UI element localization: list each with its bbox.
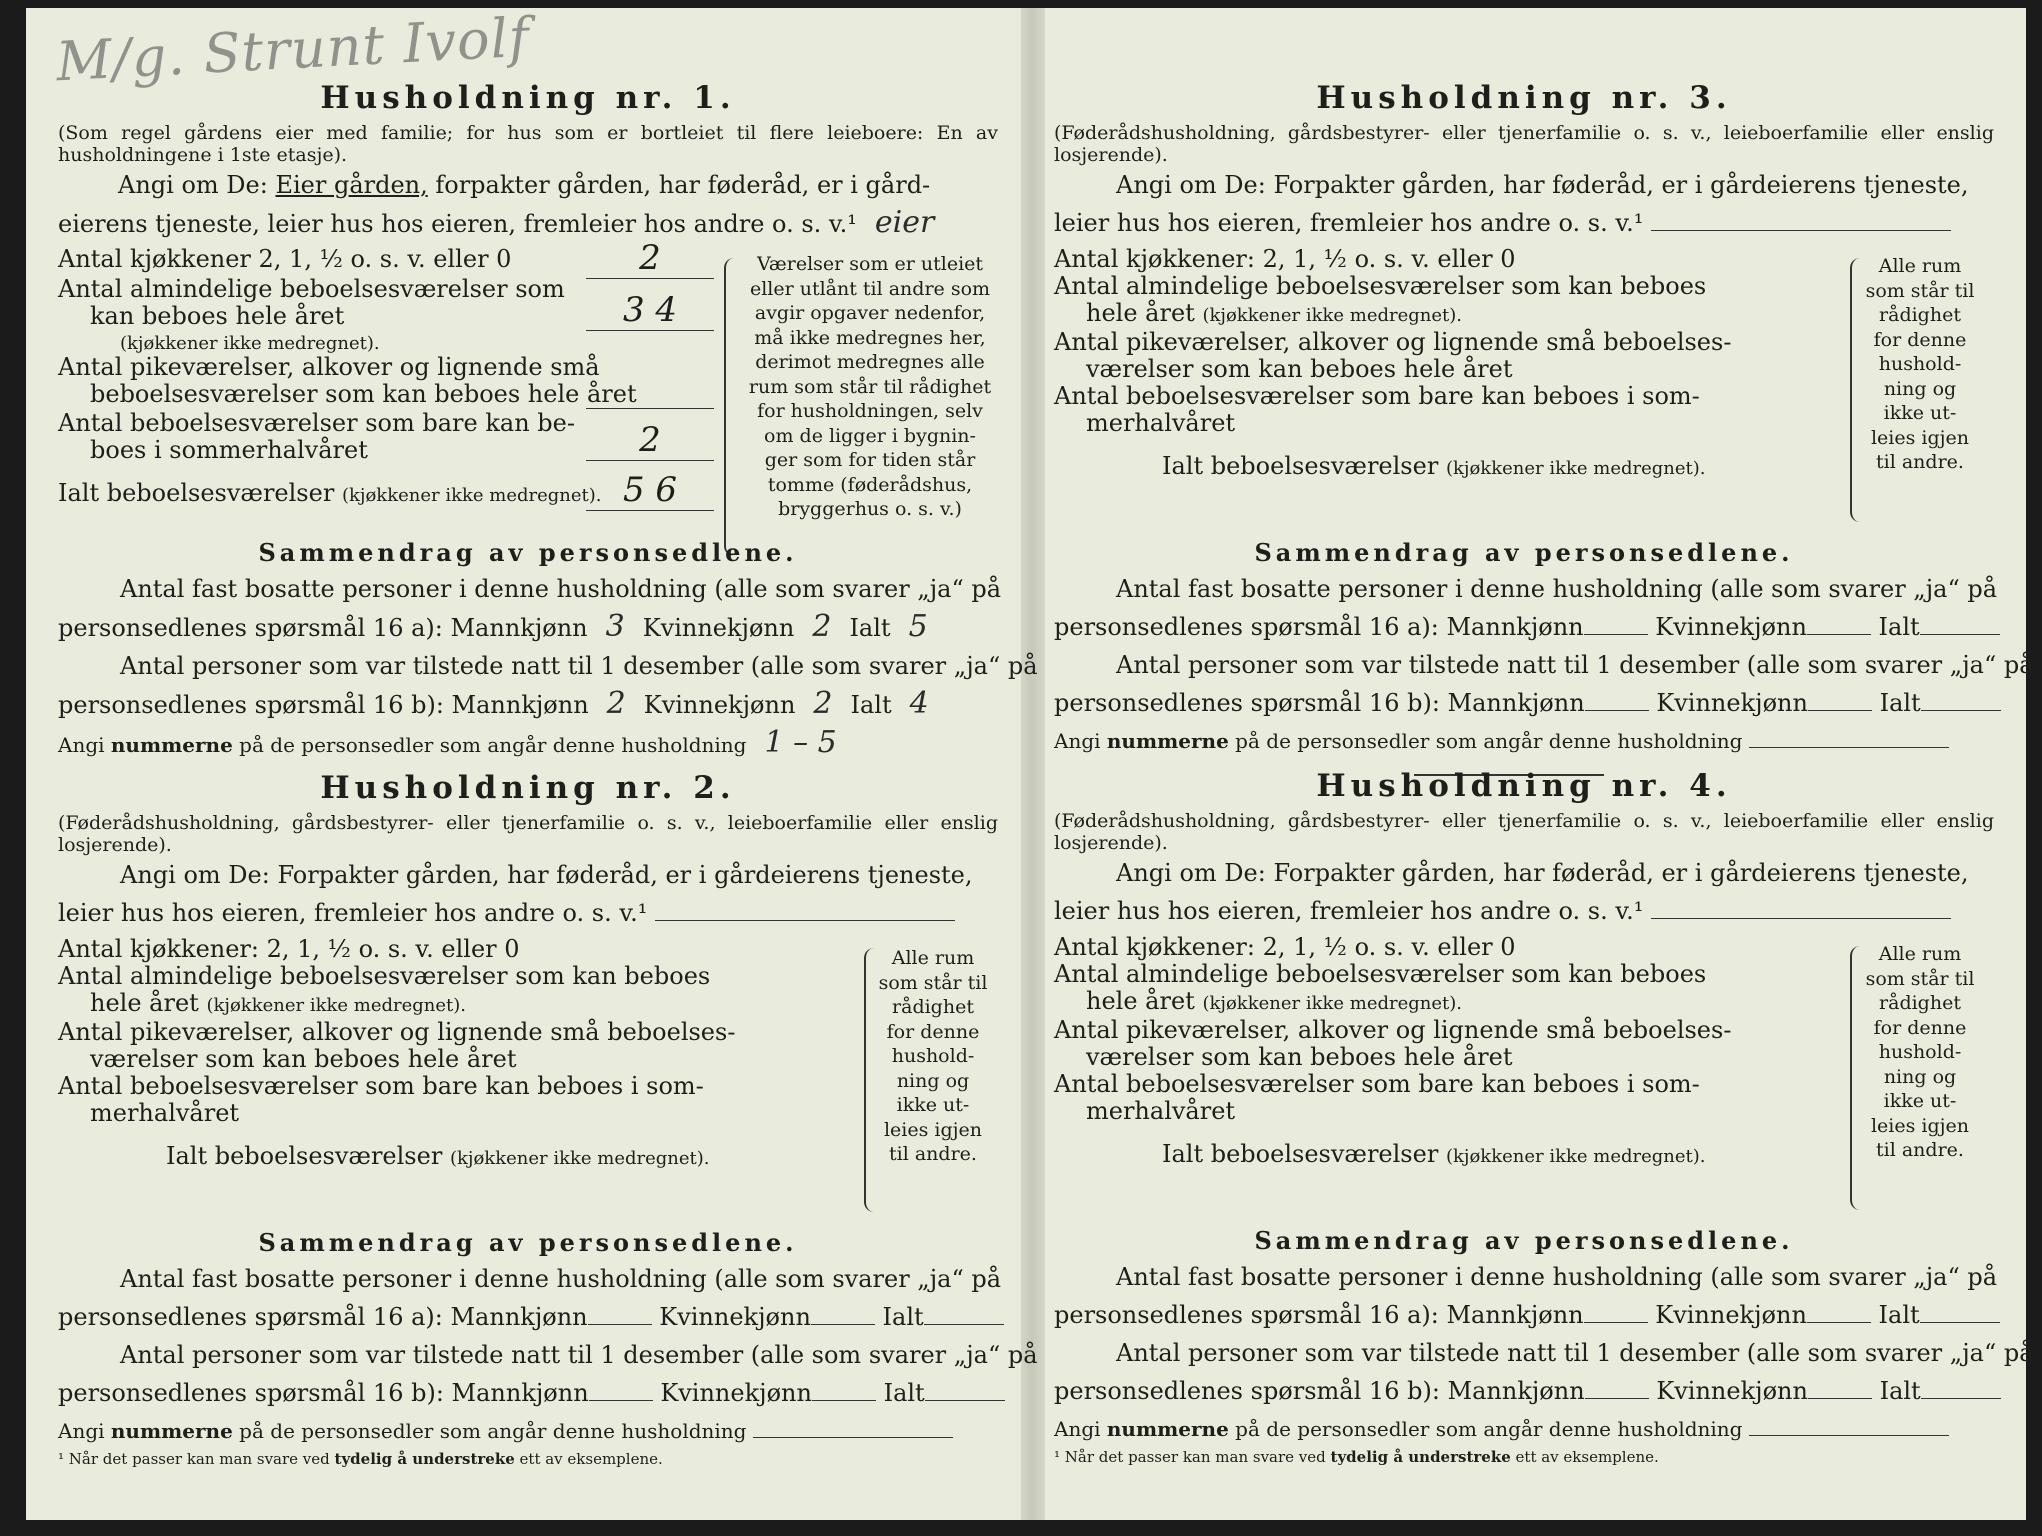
hh4-kitchens-label: Antal kjøkkener: 2, 1, ½ o. s. v. eller 0 [1054, 933, 1516, 961]
hh2-summer-rooms-label: Antal beboelsesværelser som bare kan beboes i som- [58, 1072, 704, 1100]
hh3-summary-title: Sammendrag av personsedlene. [1254, 538, 1794, 567]
hh2-note: (Føderådshusholdning, gårdsbestyrer- eller tjenerfamilie o. s. v., leieboerfamilie eller enslig losjerende). [58, 812, 998, 856]
hh1-rooms-label: Antal almindelige beboelsesværelser som [58, 275, 565, 303]
hh3-question-2: leier hus hos eieren, fremleier hos andre o. s. v.¹ [1054, 204, 1994, 242]
hh2-question-2: leier hus hos eieren, fremleier hos andre o. s. v.¹ [58, 894, 998, 932]
hh2-summary-title: Sammendrag av personsedlene. [258, 1228, 798, 1257]
hh4-rooms: Antal kjøkkener: 2, 1, ½ o. s. v. eller 0 Antal almindelige beboelsesværelser som kan beboes hele året (kjøkkener ikke medregnet). Antal pikeværelser, alkover og lignende små beboelses- værelser som kan beboes hele året Antal beboelsesværelser som bare kan beboes i som- merhalvåret Ialt beboelsesværelser (kjøkkener ikke medregnet). [1054, 933, 1732, 1168]
hh4-numbers: Angi nummerne på de personsedler som angår denne husholdning [1054, 1410, 1994, 1448]
hh3-present-counts: personsedlenes spørsmål 16 b): Mannkjønn Kvinnekjønn Ialt [1054, 684, 1994, 722]
hh4-title: Husholdning nr. 4. [1316, 768, 1732, 804]
hh1-rooms: Antal kjøkkener 2, 1, ½ o. s. v. eller 0 2 Antal almindelige beboelsesværelser som kan beboes hele året (kjøkkener ikke medregnet). 3 4 Antal pikeværelser, alkover og lignende små beboelsesværelser som kan beboes hele året Antal beboelsesværelser som bare kan be- boes i sommerhalvåret 2 Ialt beboelsesværelser (kjøkkener ikke medregnet). 5 6 [58, 246, 714, 514]
hh4-summary: Sammendrag av personsedlene. Antal fast bosatte personer i denne husholdning (alle som svarer „ja“ på personsedlenes spørsmål 16 a): Mannkjønn Kvinnekjønn Ialt Antal personer som var tilstede natt til 1 desember (alle som svarer „ja“ på personsedlenes spørsmål 16 b): Mannkjønn Kvinnekjønn Ialt Angi nummerne på de personsedler som angår denne husholdning ¹ Når det passer kan man svare ved tydelig å understreke ett av eksemplene. [1054, 1226, 2034, 1466]
hh1-question-1: Angi om De: Eier gården, forpakter gården, har føderåd, er i gård- [118, 171, 931, 199]
hh1-kitchens-label: Antal kjøkkener 2, 1, ½ o. s. v. eller 0 [58, 245, 512, 273]
hh1-present-female: 2 [813, 686, 833, 721]
hh1-resident-male: 3 [605, 609, 625, 644]
hh1-present-total: 4 [909, 686, 929, 721]
hh4-side-note: Alle rum som står til rådighet for denne hushold- ning og ikke ut- leies igjen til andre. [1865, 943, 1975, 1161]
hh4-total-label: Ialt beboelsesværelser (kjøkkener ikke medregnet). [1162, 1140, 1706, 1168]
hh1-summary: Sammendrag av personsedlene. Antal fast bosatte personer i denne husholdning (alle som svarer „ja“ på personsedlenes spørsmål 16 a): Mannkjønn 3 Kvinnekjønn 2 Ialt 5 Antal personer som var tilstede natt til 1 desember (alle som svarer „ja“ på personsedlenes spørsmål 16 b): Mannkjønn 2 Kvinnekjønn 2 Ialt 4 Angi nummerne på de personsedler som angår denne husholdning 1 – 5 [58, 536, 998, 764]
hh1-small-rooms-value [586, 378, 714, 409]
footnote-left: ¹ Når det passer kan man svare ved tydelig å understreke ett av eksemplene. [58, 1450, 663, 1468]
hh1-answer-eier: eier [874, 205, 935, 240]
hh4-summary-title: Sammendrag av personsedlene. [1254, 1226, 1794, 1255]
hh1-numbers: Angi nummerne på de personsedler som angår denne husholdning 1 – 5 [58, 724, 998, 764]
hh1-resident-female: 2 [812, 609, 832, 644]
hh4-question-2: leier hus hos eieren, fremleier hos andre o. s. v.¹ [1054, 892, 1994, 930]
hh1-question-2: eierens tjeneste, leier hus hos eieren, fremleier hos andre o. s. v.¹ eier [58, 204, 998, 243]
hh1-small-rooms-label: Antal pikeværelser, alkover og lignende små [58, 353, 600, 381]
hh4-section: Husholdning nr. 4. (Føderådshusholdning, gårdsbestyrer- eller tjenerfamilie o. s. v., leieboerfamilie eller enslig losjerende). Angi om De: Forpakter gården, har føderåd, er i gårdeierens tjeneste, leier hus hos eieren, fremleier hos andre o. s. v.¹ [1054, 766, 1994, 930]
hh4-resident-counts: personsedlenes spørsmål 16 a): Mannkjønn Kvinnekjønn Ialt [1054, 1296, 1994, 1334]
hh4-summer-rooms-label: Antal beboelsesværelser som bare kan beboes i som- [1054, 1070, 1700, 1098]
hh1-note: (Som regel gårdens eier med familie; for hus som er bortleiet til flere leieboere: En av husholdningene i 1ste etasje). [58, 122, 998, 166]
hh2-kitchens-label: Antal kjøkkener: 2, 1, ½ o. s. v. eller 0 [58, 935, 520, 963]
hh1-title: Husholdning nr. 1. [320, 80, 736, 116]
hh3-side-note: Alle rum som står til rådighet for denne hushold- ning og ikke ut- leies igjen til andre. [1865, 255, 1975, 473]
hh1-summer-rooms-value: 2 [586, 420, 714, 461]
page-fold [1021, 8, 1045, 1520]
right-page [1054, 40, 2034, 1480]
hh3-total-label: Ialt beboelsesværelser (kjøkkener ikke medregnet). [1162, 452, 1706, 480]
hh2-title: Husholdning nr. 2. [320, 770, 736, 806]
hh1-present-counts: personsedlenes spørsmål 16 b): Mannkjønn 2 Kvinnekjønn 2 Ialt 4 [58, 685, 998, 724]
hh1-side-note: Værelser som er utleiet eller utlånt til andre som avgir opgaver nedenfor, må ikke medregnes her, derimot medregnes alle rum som står til rådighet for husholdningen, selv om de ligger i bygnin- ger som for tiden står tomme (føderådshus, bryggerhus o. s. v.) [748, 253, 992, 520]
hh2-rooms-label: Antal almindelige beboelsesværelser som kan beboes [58, 962, 711, 990]
hh1-summer-rooms-label: Antal beboelsesværelser som bare kan be- [58, 409, 575, 437]
hh3-section: Husholdning nr. 3. (Føderådshusholdning, gårdsbestyrer- eller tjenerfamilie o. s. v., leieboerfamilie eller enslig losjerende). Angi om De: Forpakter gården, har føderåd, er i gårdeierens tjeneste, leier hus hos eieren, fremleier hos andre o. s. v.¹ [1054, 78, 1994, 242]
hh1-total-label: Ialt beboelsesværelser (kjøkkener ikke medregnet). [58, 479, 602, 507]
hh1-kitchens-value: 2 [586, 238, 714, 279]
hh3-summary: Sammendrag av personsedlene. Antal fast bosatte personer i denne husholdning (alle som svarer „ja“ på personsedlenes spørsmål 16 a): Mannkjønn Kvinnekjønn Ialt Antal personer som var tilstede natt til 1 desember (alle som svarer „ja“ på personsedlenes spørsmål 16 b): Mannkjønn Kvinnekjønn Ialt Angi nummerne på de personsedler som angår denne husholdning [1054, 536, 1994, 760]
hh3-rooms: Antal kjøkkener: 2, 1, ½ o. s. v. eller 0 Antal almindelige beboelsesværelser som kan beboes hele året (kjøkkener ikke medregnet). Antal pikeværelser, alkover og lignende små beboelses- værelser som kan beboes hele året Antal beboelsesværelser som bare kan beboes i som- merhalvåret Ialt beboelsesværelser (kjøkkener ikke medregnet). [1054, 245, 1732, 480]
left-page [54, 5, 1038, 1480]
hh2-present-counts: personsedlenes spørsmål 16 b): Mannkjønn Kvinnekjønn Ialt [58, 1374, 998, 1412]
hh1-resident-counts: personsedlenes spørsmål 16 a): Mannkjønn 3 Kvinnekjønn 2 Ialt 5 [58, 608, 998, 647]
handwritten-stamp: M/g. Strunt Ivolf [54, 5, 532, 94]
hh4-present-counts: personsedlenes spørsmål 16 b): Mannkjønn Kvinnekjønn Ialt [1054, 1372, 1994, 1410]
hh3-title: Husholdning nr. 3. [1316, 80, 1732, 116]
hh2-section: Husholdning nr. 2. (Føderådshusholdning, gårdsbestyrer- eller tjenerfamilie o. s. v., leieboerfamilie eller enslig losjerende). Angi om De: Forpakter gården, har føderåd, er i gårdeierens tjeneste, leier hus hos eieren, fremleier hos andre o. s. v.¹ [58, 768, 998, 932]
hh2-numbers: Angi nummerne på de personsedler som angår denne husholdning [58, 1412, 998, 1450]
hh1-rooms-value: 3 4 [586, 290, 714, 331]
hh4-note: (Føderådshusholdning, gårdsbestyrer- eller tjenerfamilie o. s. v., leieboerfamilie eller enslig losjerende). [1054, 810, 1994, 854]
hh4-small-rooms-label: Antal pikeværelser, alkover og lignende små beboelses- [1054, 1016, 1732, 1044]
hh3-kitchens-label: Antal kjøkkener: 2, 1, ½ o. s. v. eller 0 [1054, 245, 1516, 273]
hh1-resident-total: 5 [908, 609, 928, 644]
hh2-rooms: Antal kjøkkener: 2, 1, ½ o. s. v. eller 0 Antal almindelige beboelsesværelser som kan beboes hele året (kjøkkener ikke medregnet). Antal pikeværelser, alkover og lignende små beboelses- værelser som kan beboes hele året Antal beboelsesværelser som bare kan beboes i som- merhalvåret Ialt beboelsesværelser (kjøkkener ikke medregnet). [58, 935, 736, 1170]
hh2-summary: Sammendrag av personsedlene. Antal fast bosatte personer i denne husholdning (alle som svarer „ja“ på personsedlenes spørsmål 16 a): Mannkjønn Kvinnekjønn Ialt Antal personer som var tilstede natt til 1 desember (alle som svarer „ja“ på personsedlenes spørsmål 16 b): Mannkjønn Kvinnekjønn Ialt Angi nummerne på de personsedler som angår denne husholdning ¹ Når det passer kan man svare ved tydelig å understreke ett av eksemplene. [58, 1228, 1038, 1468]
hh2-side-note: Alle rum som står til rådighet for denne hushold- ning og ikke ut- leies igjen til andre. [878, 947, 988, 1165]
hh3-numbers: Angi nummerne på de personsedler som angår denne husholdning [1054, 722, 1994, 760]
hh3-rooms-label: Antal almindelige beboelsesværelser som kan beboes [1054, 272, 1707, 300]
hh3-small-rooms-label: Antal pikeværelser, alkover og lignende små beboelses- [1054, 328, 1732, 356]
hh1-summary-title: Sammendrag av personsedlene. [258, 538, 798, 567]
hh1-total-value: 5 6 [586, 470, 714, 511]
hh3-summer-rooms-label: Antal beboelsesværelser som bare kan beboes i som- [1054, 382, 1700, 410]
hh2-resident-counts: personsedlenes spørsmål 16 a): Mannkjønn Kvinnekjønn Ialt [58, 1298, 998, 1336]
hh1-numbers-value: 1 – 5 [764, 725, 837, 760]
hh2-total-label: Ialt beboelsesværelser (kjøkkener ikke medregnet). [166, 1142, 710, 1170]
hh3-note: (Føderådshusholdning, gårdsbestyrer- eller tjenerfamilie o. s. v., leieboerfamilie eller enslig losjerende). [1054, 122, 1994, 166]
hh1-brace [724, 258, 740, 556]
hh3-resident-counts: personsedlenes spørsmål 16 a): Mannkjønn Kvinnekjønn Ialt [1054, 608, 1994, 646]
hh4-rooms-label: Antal almindelige beboelsesværelser som kan beboes [1054, 960, 1707, 988]
footnote-right: ¹ Når det passer kan man svare ved tydelig å understreke ett av eksemplene. [1054, 1448, 1659, 1466]
hh2-small-rooms-label: Antal pikeværelser, alkover og lignende små beboelses- [58, 1018, 736, 1046]
hh1-present-male: 2 [606, 686, 626, 721]
hh1-section [58, 78, 998, 243]
